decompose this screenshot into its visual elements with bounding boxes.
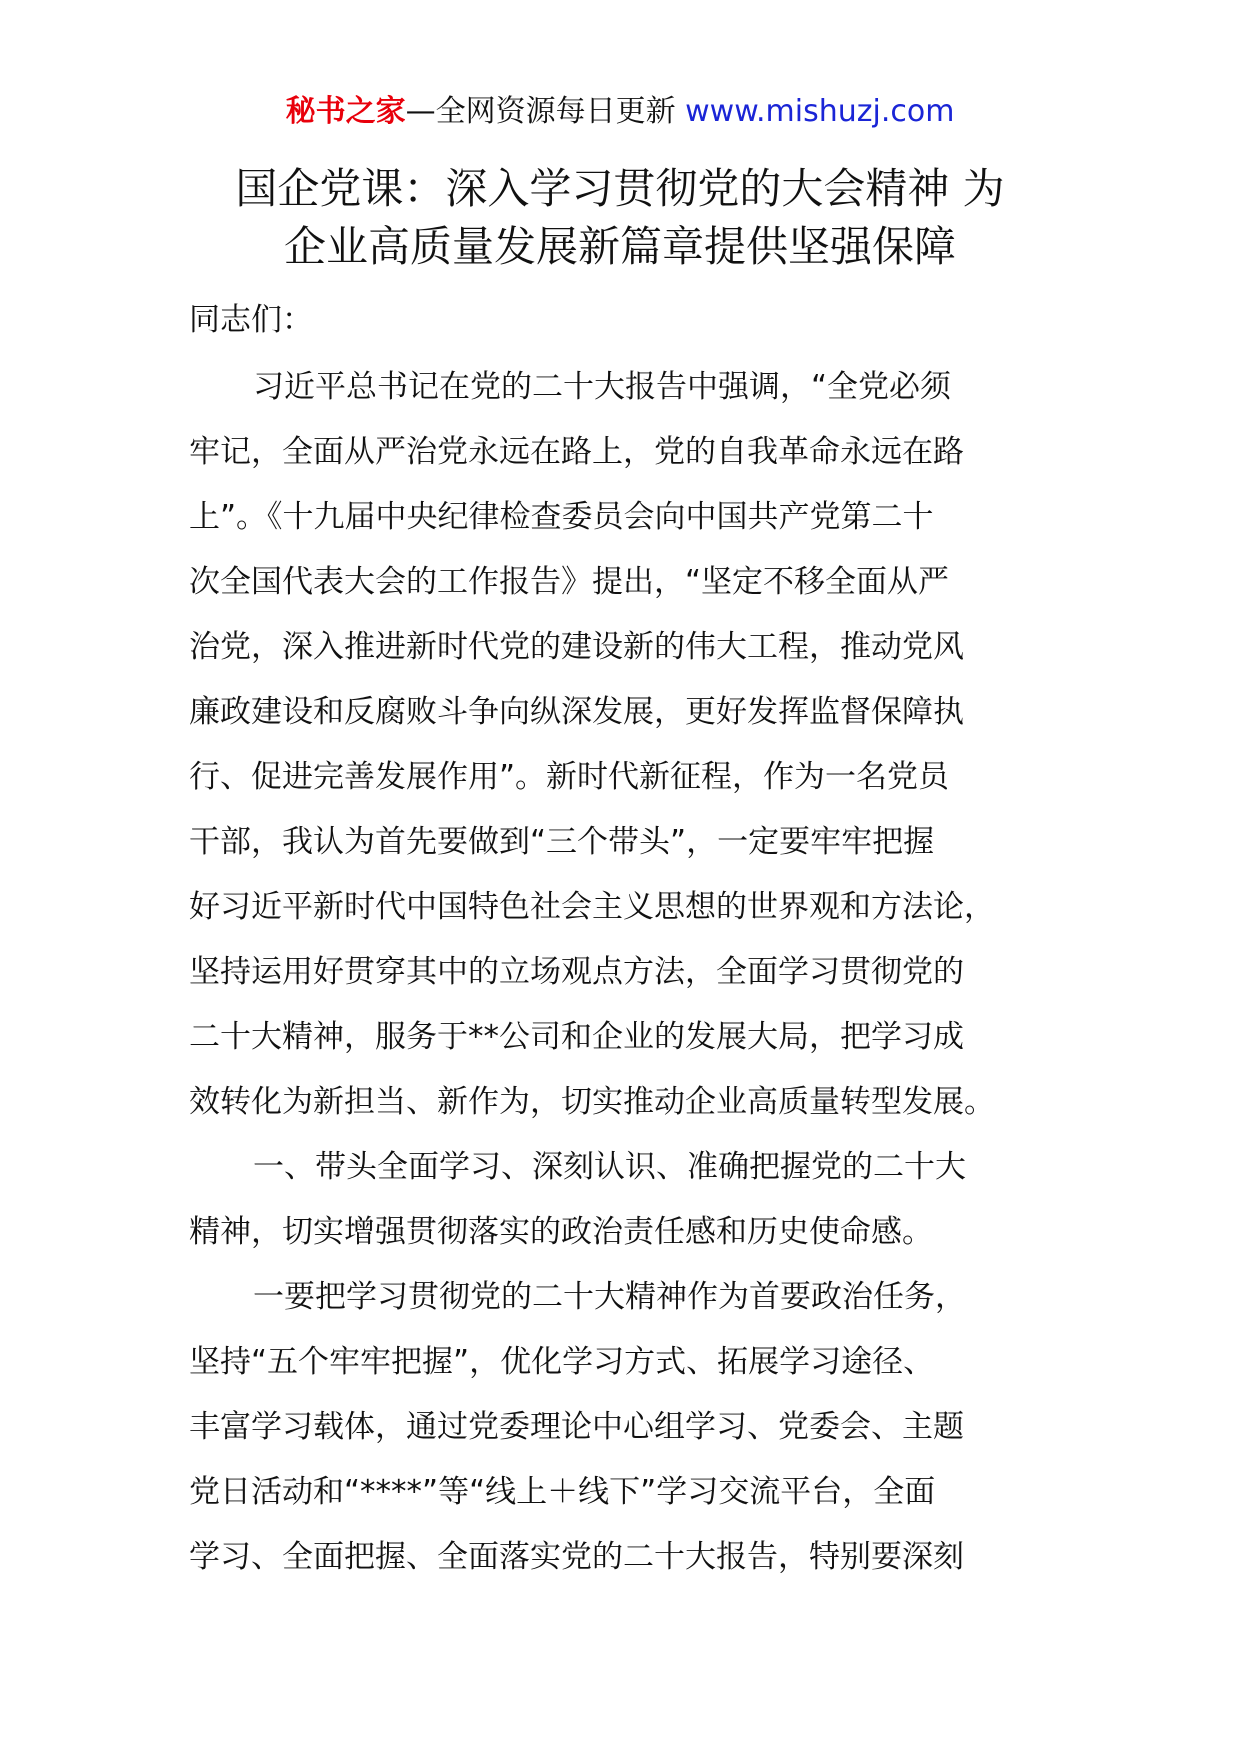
body-line: 好习近平新时代中国特色社会主义思想的世界观和方法论， — [189, 889, 995, 925]
section-heading-line: 一、带头全面学习、深刻认识、准确把握党的二十大 — [253, 1149, 966, 1185]
brand-name: 秘书之家 — [285, 94, 406, 129]
body-line: 习近平总书记在党的二十大报告中强调，“全党必须 — [253, 369, 952, 405]
body-line: 二十大精神，服务于**公司和企业的发展大局，把学习成 — [189, 1019, 964, 1055]
body-line: 丰富学习载体，通过党委理论中心组学习、党委会、主题 — [189, 1409, 964, 1445]
body-line: 党日活动和“****”等“线上＋线下”学习交流平台，全面 — [189, 1474, 936, 1510]
section-heading-line: 精神，切实增强贯彻落实的政治责任感和历史使命感。 — [189, 1214, 933, 1250]
title-line-1: 国企党课：深入学习贯彻党的大会精神 为 — [235, 164, 1005, 213]
document-body — [189, 295, 1049, 1590]
body-line: 行、促进完善发展作用”。新时代新征程，作为一名党员 — [189, 759, 950, 795]
body-line: 次全国代表大会的工作报告》提出，“坚定不移全面从严 — [189, 564, 950, 600]
body-line: 坚持运用好贯穿其中的立场观点方法，全面学习贯彻党的 — [189, 954, 964, 990]
site-url-link[interactable]: www.mishuzj.com — [685, 94, 955, 129]
body-line: 坚持“五个牢牢把握”，优化学习方式、拓展学习途径、 — [189, 1344, 935, 1380]
body-line: 上”。《十九届中央纪律检查委员会向中国共产党第二十 — [189, 499, 934, 535]
body-line: 一要把学习贯彻党的二十大精神作为首要政治任务， — [253, 1279, 966, 1315]
title-line-2: 企业高质量发展新篇章提供坚强保障 — [283, 222, 956, 271]
header-tagline: —全网资源每日更新 — [405, 94, 686, 129]
site-header — [0, 90, 1240, 134]
body-line: 学习、全面把握、全面落实党的二十大报告，特别要深刻 — [189, 1539, 964, 1575]
body-line: 干部，我认为首先要做到“三个带头”，一定要牢牢把握 — [189, 824, 935, 860]
body-line: 效转化为新担当、新作为，切实推动企业高质量转型发展。 — [189, 1084, 995, 1120]
salutation: 同志们： — [189, 302, 313, 338]
body-line: 牢记，全面从严治党永远在路上，党的自我革命永远在路 — [189, 434, 964, 470]
body-line: 治党，深入推进新时代党的建设新的伟大工程，推动党风 — [189, 629, 964, 665]
document-title — [0, 160, 1240, 276]
body-line: 廉政建设和反腐败斗争向纵深发展，更好发挥监督保障执 — [189, 694, 964, 730]
